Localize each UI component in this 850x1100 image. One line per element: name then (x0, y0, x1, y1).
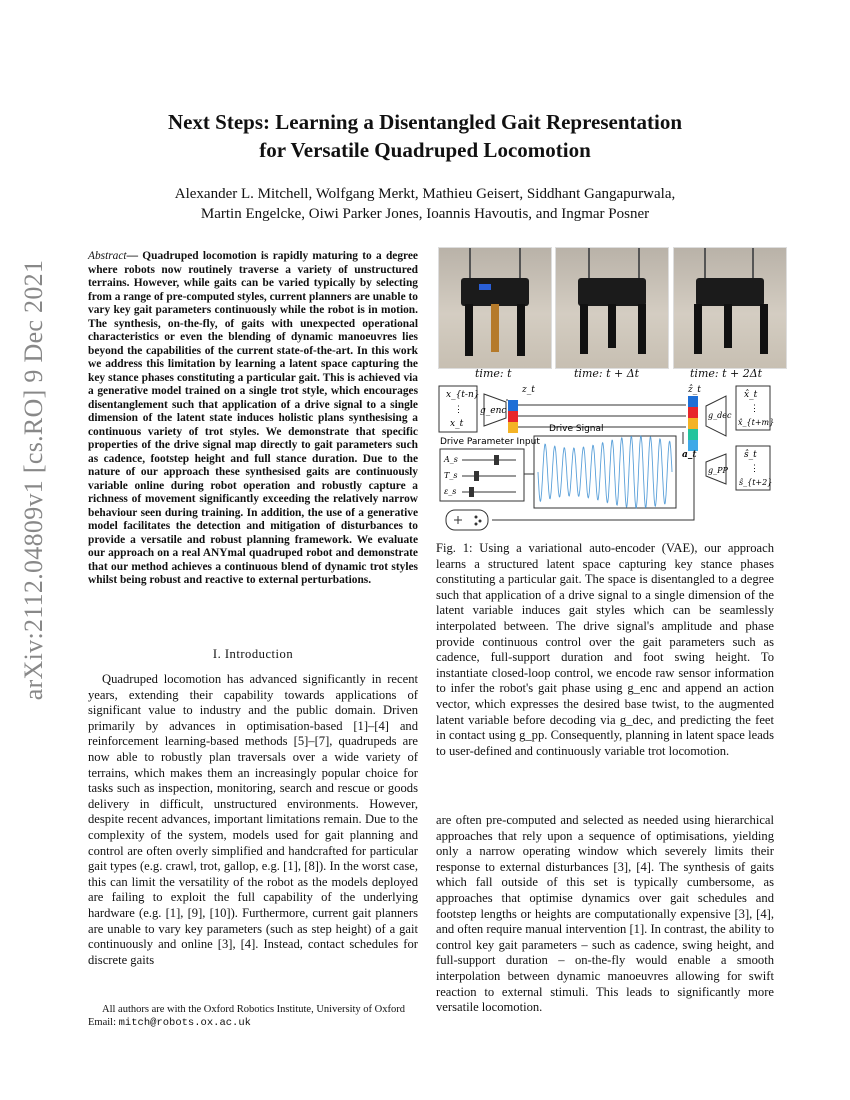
abstract-label: Abstract (88, 250, 127, 262)
label-x-tn: x_{t-n} (446, 390, 480, 400)
robot-photo-2 (555, 247, 669, 369)
robot-leg (465, 304, 473, 356)
time-label-1: time: t (475, 367, 512, 380)
footnote (88, 1003, 418, 1030)
footnote-email[interactable]: mitch@robots.ox.ac.uk (118, 1017, 251, 1029)
arxiv-sidebar (14, 259, 54, 701)
label-g-dec: g_dec (708, 411, 732, 420)
label-drive-signal: Drive Signal (549, 424, 604, 434)
abstract (88, 250, 418, 588)
aug-yellow (688, 418, 698, 429)
label-dots: ⋮ (454, 405, 463, 415)
latent-blue (508, 400, 518, 411)
robot-photo-1 (438, 247, 552, 369)
input-stack (439, 386, 479, 432)
robot-leg (517, 304, 525, 356)
robot-body (696, 278, 764, 306)
label-s-hat-t2: ŝ_{t+2} (739, 478, 773, 487)
robot-body (461, 278, 529, 306)
label-T-s: T_s (444, 471, 458, 480)
label-dots: ⋮ (750, 464, 759, 474)
robot-leg (694, 304, 702, 354)
slider-phase (469, 487, 474, 497)
aug-teal (688, 429, 698, 440)
aug-red (688, 407, 698, 418)
footnote-email-line (88, 1016, 418, 1030)
label-x-hat-t: x̂_t (744, 390, 758, 400)
drive-signal-wave (538, 436, 672, 508)
label-g-pp: g_PP (708, 466, 728, 475)
label-A-s: A_s (444, 455, 458, 464)
label-z-hat: ẑ_t (688, 385, 701, 395)
aug-blue (688, 396, 698, 407)
figure-caption: Fig. 1: Using a variational auto-encoder (VAE), our approach learns a structured latent space capturing key stance phases constituting a particular gait. The space is disentangled to a degree such that application of a drive signal to a single dimension of the latent variable induces gait styles which can be seamlessly interpolated between. The drive signal's amplitude and phase provide continuous control over the gait parameters such as cadence, full-support duration and foot swing height. To instantiate closed-loop control, we encode raw sensor information to infer the robot's gait phase using g_enc and append an action vector, which expresses the desired base twist, to the augmented latent variable before decoding via g_dec, and predicting the feet in contact using g_pp. Consequently, planning in latent space leads to user-defined and continuously variable trot locomotion. (436, 541, 774, 758)
tether-wire (704, 248, 706, 278)
label-dots: ⋮ (750, 404, 759, 414)
latent-yellow (508, 422, 518, 433)
label-x-t: x_t (450, 419, 464, 429)
footnote-affiliation: All authors are with the Oxford Robotics Institute, University of Oxford (102, 1004, 405, 1015)
latent-aug (682, 384, 701, 460)
robot-body (578, 278, 646, 306)
tether-wire (588, 248, 590, 278)
robot-leg (760, 304, 768, 354)
slider-period (474, 471, 479, 481)
robot-leg (491, 304, 499, 352)
abstract-text: — Quadruped locomotion is rapidly maturing to a degree where robots now routinely traverse a variety of unstructured terrains. However, while gaits can be varied typically by selecting from a range of pre-computed styles, current planners are unable to vary key gait parameters continuously while the robot is in motion. The synthesis, on-the-fly, of gaits with unexpected operational characteristics or even the blending of dynamic manoeuvres lies beyond the capabilities of the current state-of-the-art. In this work we address this limitation by learning a latent space capturing the key stance phases constituting a particular gait. This is achieved via a generative model trained on a single trot style, which encourages disentanglement such that application of a drive signal to a single dimension of the latent state induces holistic plans synthesising a continuous variety of trot styles. We demonstrate that specific properties of the drive signal map directly to gait parameters such as cadence, footstep height and full stance duration. Due to the nature of our approach these synthesised gaits are continuously variable online during robot operation and robustly capture a richness of movement significantly exceeding the relatively narrow behaviour seen during training. In addition, the use of a generative model facilitates the detection and mitigation of disturbances to provide a versatile and robust planning framework. We evaluate our approach on a real ANYmal quadruped robot and demonstrate that our method achieves a continuous blend of dynamic trot styles whilst being robust and reactive to external perturbations. (88, 250, 418, 586)
paper-title (100, 108, 750, 164)
tether-wire (469, 248, 471, 278)
robot-led (479, 284, 491, 290)
right-column-text: are often pre-computed and selected as needed using hierarchical approaches that rely upon a sequence of optimisations, yielding only a narrow operating window which severely limits their response to external disturbances [3], [4]. The synthesis of gaits which fall outside of this set is typically cumbersome, as approaches that optimise dynamics over gait schedules and footstep lengths or heights are computationally expensive [3], [4], and often require manual intervention [1]. In contrast, the ability to control key gait parameters – such as cadence, swing height, and full-support duration – on-the-fly would enable a smooth interpolation between dynamic manoeuvres allowing for swift reaction to external stimuli. This leads to significantly more versatile locomotion. (436, 813, 774, 1015)
tether-wire (752, 248, 754, 278)
footnote-email-label: Email: (88, 1017, 119, 1028)
sliders[interactable] (462, 455, 516, 497)
authors-line-1: Alexander L. Mitchell, Wolfgang Merkt, Mathieu Geisert, Siddhant Gangapurwala, (174, 186, 676, 202)
slider-amplitude (494, 455, 499, 465)
vae-diagram (436, 384, 774, 534)
robot-leg (724, 304, 732, 348)
intro-paragraph: Quadruped locomotion has advanced significantly in recent years, extending their capability towards applications of significant value to industry and the public domain. Driven primarily by advances in optimisation-based [1]–[4] and reinforcement learning-based methods [5]–[7], quadrupeds are now able to robustly plan traversals over a wide variety of terrains, which makes them an increasingly popular choice for tasks such as inspection, monitoring, search and rescue or goods delivery in difficult, unstructured environments. However, despite recent advances, important limitations remain. Due to the complexity of the system, models used for gait planning and control are often overly simplified and handcrafted for particular gait types (e.g. crawl, trot, gallop, e.g. [1], [8]). In the worst case, this can limit the versatility of the robot as the models deployed are failing to exploit the full capability of the underlying hardware (e.g. [1], [9], [10]). Furthermore, current gait planners are unable to vary key parameters (such as step height) of a gait continuously and online [3], [4]. Instead, contact schedules for discrete gaits (88, 672, 418, 967)
time-label-2: time: t + Δt (574, 367, 640, 380)
tether-wire (638, 248, 640, 278)
arxiv-id: arXiv:2112.04809v1 [cs.RO] 9 Dec 2021 (19, 259, 48, 701)
section-heading: I. Introduction (212, 647, 294, 661)
label-g-enc: g_enc (480, 406, 507, 416)
authors-line-2: Martin Engelcke, Oiwi Parker Jones, Ioannis Havoutis, and Ingmar Posner (200, 206, 650, 222)
label-x-hat-tm: x̂_{t+m} (738, 418, 774, 427)
label-a-t: a_t (682, 450, 697, 460)
intro-text (88, 672, 418, 968)
title-line-1: Next Steps: Learning a Disentangled Gait Representation (167, 110, 683, 134)
latent-red (508, 411, 518, 422)
robot-leg (580, 304, 588, 354)
robot-leg (608, 304, 616, 348)
gamepad-icon (446, 510, 488, 530)
robot-photo-3 (673, 247, 787, 369)
label-drive-param-input: Drive Parameter Input (440, 437, 540, 447)
label-z-t: z_t (522, 385, 535, 395)
tether-wire (519, 248, 521, 278)
time-label-3: time: t + 2Δt (690, 367, 763, 380)
label-e-s: ε_s (444, 487, 457, 496)
label-s-hat-t: ŝ_t (744, 450, 757, 460)
robot-leg (638, 304, 646, 354)
author-list (100, 184, 750, 224)
action-arrow (492, 451, 694, 520)
title-line-2: for Versatile Quadruped Locomotion (259, 138, 591, 162)
